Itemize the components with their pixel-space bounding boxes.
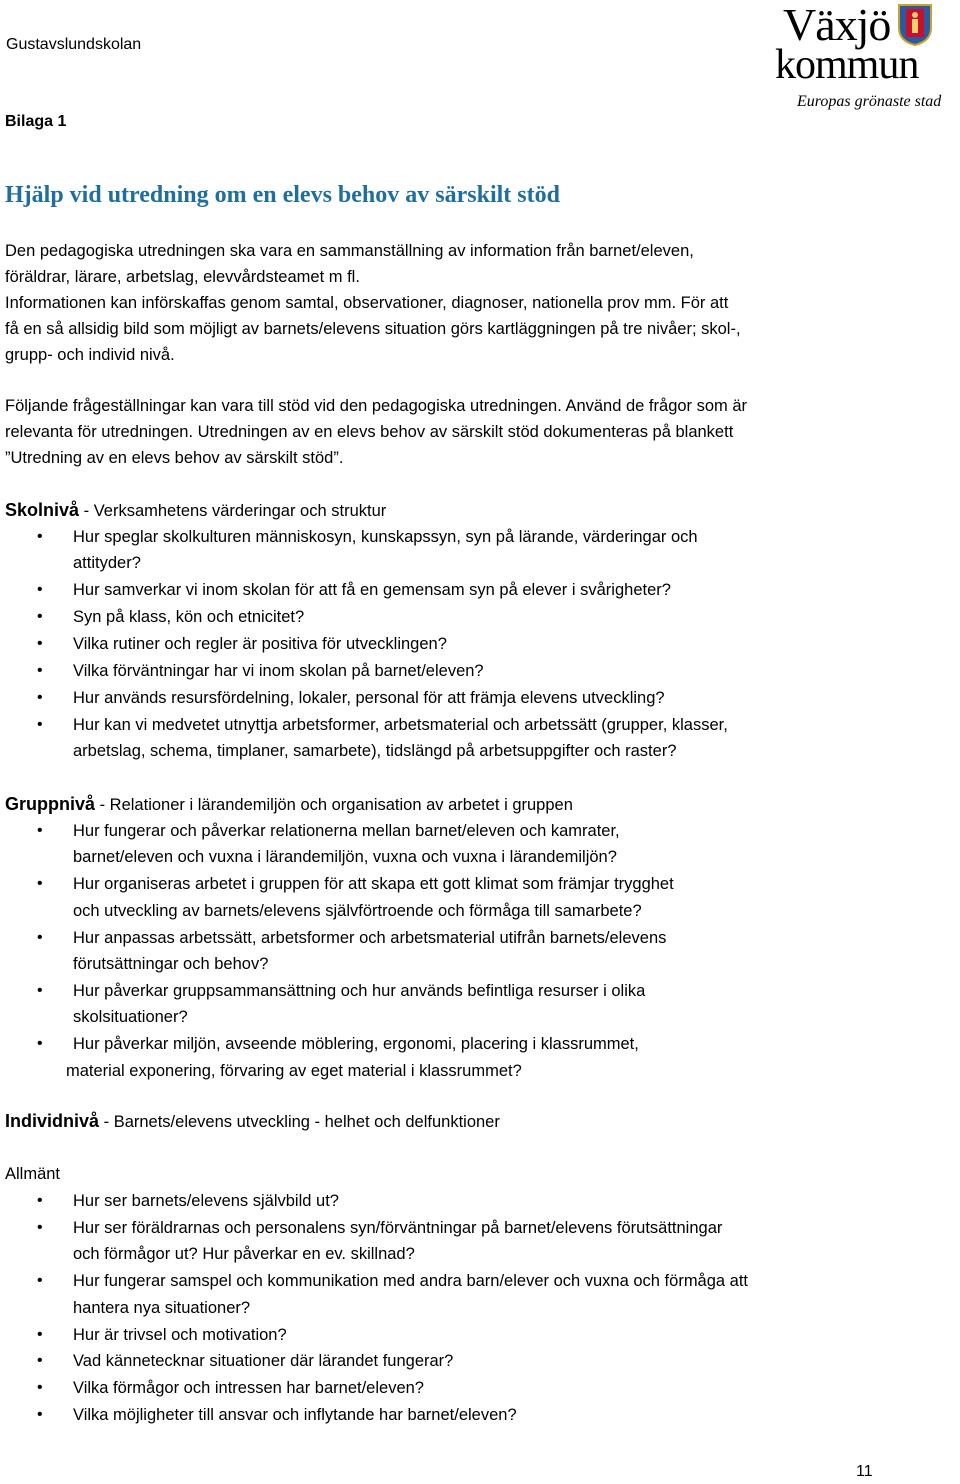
bullet-icon: • <box>37 1352 43 1370</box>
group-level-heading <box>5 791 573 818</box>
attachment-label: Bilaga 1 <box>5 113 67 130</box>
list-item: • Vad kännetecknar situationer där lärandet fungerar? <box>0 1348 880 1374</box>
guidance-paragraph <box>5 393 905 471</box>
bullet-icon: • <box>37 581 43 599</box>
document-title: Hjälp vid utredning om en elevs behov av särskilt stöd <box>5 182 560 208</box>
school-name: Gustavslundskolan <box>6 36 142 53</box>
list-item: • Hur är trivsel och motivation? <box>0 1322 880 1348</box>
bullet-icon: • <box>37 822 43 839</box>
level-description: - Verksamhetens värderingar och struktur <box>79 502 387 520</box>
bullet-icon: • <box>37 1192 43 1209</box>
guidance-line: Följande frågeställningar kan vara till stöd vid den pedagogiska utredningen. Använd de frågor som är <box>5 397 748 415</box>
level-name: Individnivå <box>5 1111 100 1131</box>
subheading-general: Allmänt <box>5 1165 61 1183</box>
list-item: • Hur ser föräldrarnas och personalens syn/förväntningar på barnet/elevens förutsättningar och förmågor ut? Hur påverkar en ev. skillnad? <box>0 1215 880 1268</box>
school-level-heading <box>5 497 386 524</box>
guidance-line: relevanta för utredningen. Utredningen av en elevs behov av särskilt stöd dokumenteras på blankett <box>5 423 734 441</box>
bullet-icon: • <box>37 981 43 999</box>
list-item: • Syn på klass, kön och etnicitet? <box>0 604 880 630</box>
level-description: - Relationer i lärandemiljön och organisation av arbetet i gruppen <box>95 796 573 814</box>
individual-level-heading <box>5 1108 500 1135</box>
list-item: • Hur anpassas arbetssätt, arbetsformer och arbetsmaterial utifrån barnets/elevens förutsättningar och behov? <box>0 925 880 978</box>
logo-line1: Växjö <box>783 0 891 50</box>
list-item: • Vilka förmågor och intressen har barnet/eleven? <box>0 1375 880 1401</box>
list-item: • Vilka förväntningar har vi inom skolan på barnet/eleven? <box>0 658 880 684</box>
logo-tagline: Europas grönaste stad <box>797 93 942 110</box>
guidance-line: ”Utredning av en elevs behov av särskilt stöd”. <box>5 449 344 467</box>
bullet-icon: • <box>37 1406 43 1424</box>
list-item: • Hur fungerar och påverkar relationerna mellan barnet/eleven och kamrater, barnet/eleven och vuxna i lärandemiljön, vuxna och vuxna i lärandemiljön? <box>0 818 880 871</box>
page-number: 11 <box>856 1463 873 1480</box>
list-item: • Hur samverkar vi inom skolan för att få en gemensam syn på elever i svårigheter? <box>0 577 880 603</box>
level-name: Gruppnivå <box>5 794 96 814</box>
list-item: • Hur används resursfördelning, lokaler, personal för att främja elevens utveckling? <box>0 685 880 711</box>
group-level-list <box>0 818 880 1085</box>
list-item: • Vilka möjligheter till ansvar och inflytande har barnet/eleven? <box>0 1402 880 1428</box>
bullet-icon: • <box>37 928 43 946</box>
intro-line: föräldrar, lärare, arbetslag, elevvårdsteamet m fl. <box>5 268 360 286</box>
level-name: Skolnivå <box>5 500 80 520</box>
intro-line: Den pedagogiska utredningen ska vara en sammanställning av information från barnet/eleven, <box>5 242 694 260</box>
bullet-icon: • <box>37 715 43 733</box>
bullet-icon: • <box>37 1272 43 1290</box>
list-item: • Hur ser barnets/elevens självbild ut? <box>0 1188 880 1214</box>
list-item: • Hur organiseras arbetet i gruppen för att skapa ett gott klimat som främjar trygghet och utveckling av barnets/elevens självförtroende och förmåga till samarbete? <box>0 871 880 924</box>
intro-line: grupp- och individ nivå. <box>5 346 175 364</box>
bullet-icon: • <box>37 608 43 626</box>
bullet-icon: • <box>37 635 43 653</box>
bullet-icon: • <box>37 875 43 893</box>
individual-level-list <box>0 1188 880 1429</box>
bullet-icon: • <box>37 1218 43 1236</box>
intro-paragraph <box>5 238 905 368</box>
list-item: • Vilka rutiner och regler är positiva för utvecklingen? <box>0 631 880 657</box>
level-description: - Barnets/elevens utveckling - helhet och delfunktioner <box>99 1113 500 1131</box>
vaxjo-kommun-logo <box>775 0 960 120</box>
bullet-icon: • <box>37 1325 43 1343</box>
bullet-icon: • <box>37 662 43 680</box>
list-item: • Hur fungerar samspel och kommunikation med andra barn/elever och vuxna och förmåga att hantera nya situationer? <box>0 1268 880 1321</box>
list-item: • Hur påverkar gruppsammansättning och hur används befintliga resurser i olika skolsituationer? <box>0 978 880 1031</box>
list-item: • Hur speglar skolkulturen människosyn, kunskapssyn, syn på lärande, värderingar och attityder? <box>0 524 880 577</box>
list-item: • Hur påverkar miljön, avseende möblering, ergonomi, placering i klassrummet, material exponering, förvaring av eget material i klassrummet? <box>0 1031 880 1084</box>
bullet-icon: • <box>37 688 43 706</box>
bullet-icon: • <box>37 528 43 545</box>
intro-line: få en så allsidig bild som möjligt av barnets/elevens situation görs kartläggningen på tre nivåer; skol-, <box>5 320 741 338</box>
intro-line: Informationen kan införskaffas genom samtal, observationer, diagnoser, nationella prov mm. För att <box>5 294 729 312</box>
school-level-list <box>0 524 880 765</box>
coat-of-arms-icon <box>898 4 932 46</box>
bullet-icon: • <box>37 1379 43 1397</box>
list-item: • Hur kan vi medvetet utnyttja arbetsformer, arbetsmaterial och arbetssätt (grupper, klasser, arbetslag, schema, timplaner, samarbete), tidslängd på arbetsuppgifter och raster? <box>0 712 880 765</box>
bullet-icon: • <box>37 1035 43 1053</box>
logo-line2: kommun <box>775 42 919 88</box>
